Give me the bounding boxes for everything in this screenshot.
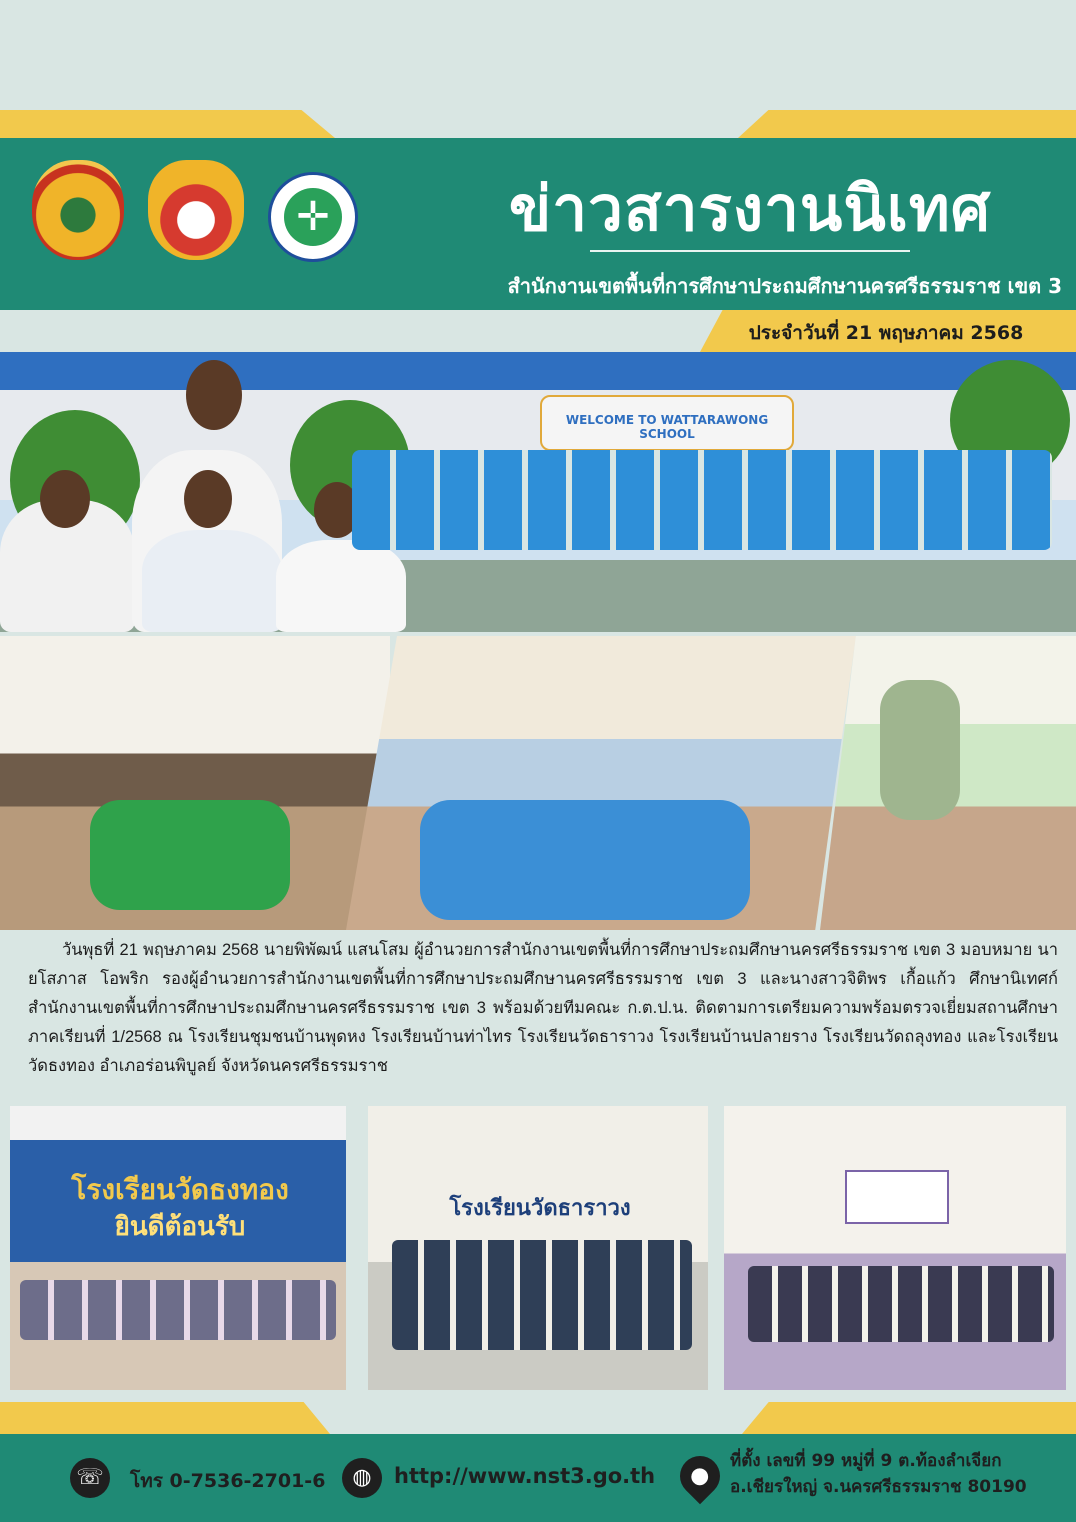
school-visit-photo-1 [10,1106,346,1390]
sign-text: WELCOME TO WATTARAWONG SCHOOL [565,413,769,441]
portrait-head [186,360,242,430]
phone-icon: ☏ [70,1458,110,1498]
obec-emblem-icon [32,160,124,260]
banner-welcome: ยินดีต้อนรับ [114,1212,246,1242]
article-paragraph: วันพุธที่ 21 พฤษภาคม 2568 นายพิพัฒน์ แสนโสม ผู้อำนวยการสำนักงานเขตพื้นที่การศึกษาประถมศึกษานครศรีธรรมราช เขต 3 มอบหมาย นายโสภาส โอพริก รองผู้อำนวยการสำนักงานเขตพื้นที่การศึกษาประถมศึกษานครศรีธรรมราช เขต 3 และนางสาวจิติพร เกื้อแก้ว ศึกษานิเทศก์ สำนักงานเขตพื้นที่การศึกษาประถมศึกษานครศรีธรรมราช เขต 3 พร้อมด้วยทีมคณะ ก.ต.ป.น. ติดตามการเตรียมความพร้อมตรวจเยี่ยมสถานศึกษา ภาคเรียนที่ 1/2568 ณ โรงเรียนชุมชนบ้านพุดหง โรงเรียนบ้านท่าไทร โรงเรียนวัดธาราวง โรงเรียนบ้านปลายราง โรงเรียนวัดถลุงทอง และโรงเรียนวัดธงทอง อำเภอร่อนพิบูลย์ จังหวัดนครศรีธรรมราช [28,941,1058,1075]
issue-date: ประจำวันที่ 21 พฤษภาคม 2568 [748,322,1024,344]
footer-address-line2: อ.เชียรใหญ่ จ.นครศรีธรรมราช 80190 [730,1477,1027,1497]
school-welcome-sign [540,395,794,451]
location-pin-icon: ● [672,1448,729,1505]
students-blue-uniform [420,800,750,920]
hero-photo-roof [0,352,1076,390]
footer-website[interactable]: http://www.nst3.go.th [394,1464,656,1488]
presentation-screen [845,1170,949,1224]
footer-accent-stripe [742,1402,1076,1434]
footer-accent-stripe [0,1402,330,1434]
article-body [28,936,1058,1081]
supervision-unit-emblem-icon: ✛ [268,172,358,262]
portrait-head [184,470,232,528]
portrait-official [142,530,282,632]
footer-address-line1: ที่ตั้ง เลขที่ 99 หมู่ที่ 9 ต.ท้องลำเจียก [730,1451,1002,1471]
newsletter-title: ข่าวสารงานนิเทศ [508,172,992,245]
title-divider [590,250,910,252]
office-subtitle: สำนักงานเขตพื้นที่การศึกษาประถมศึกษานครศรีธรรมราช เขต 3 [507,274,1062,298]
portrait-head [40,470,90,528]
footer-phone: โทร 0-7536-2701-6 [130,1470,326,1492]
school-visit-photo-3 [724,1106,1066,1390]
area-office-emblem-icon [148,160,244,260]
banner-school-name: โรงเรียนวัดธงทอง [71,1173,289,1206]
visit-group-3 [748,1266,1054,1342]
school-name-plaque: โรงเรียนวัดธาราวง [449,1195,631,1221]
header-accent-stripe [738,110,1076,138]
supervisor-figure [880,680,960,820]
students-green-uniform [90,800,290,910]
header-accent-stripe [0,110,335,138]
visit-group-1 [20,1280,336,1340]
globe-icon: ◍ [342,1458,382,1498]
hero-group-people [352,450,1052,550]
portrait-official [276,540,406,632]
visit-group-2 [392,1240,692,1350]
